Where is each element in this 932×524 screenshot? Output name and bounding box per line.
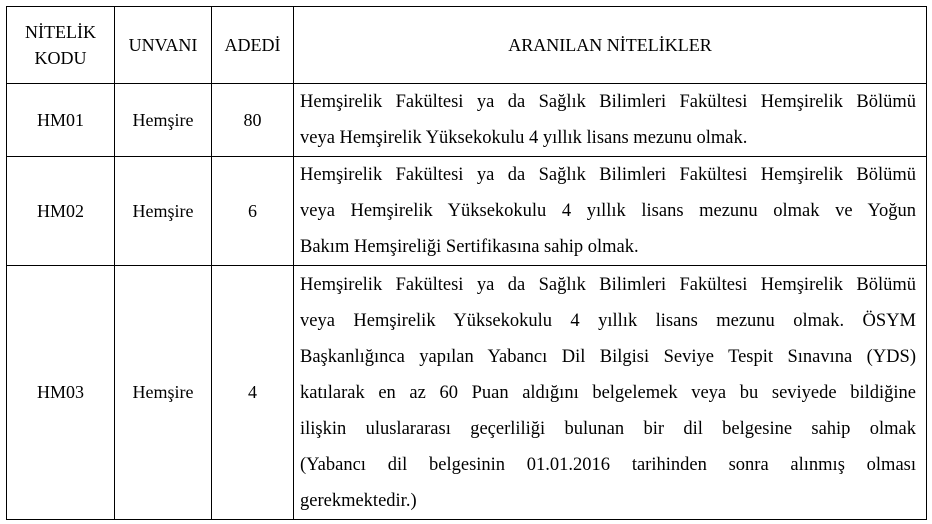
row-code: HM03 bbox=[7, 266, 115, 520]
requirement-line: Hemşirelik Fakültesi ya da Sağlık Bilimleri Fakültesi Hemşirelik Bölümü bbox=[300, 165, 916, 185]
row-title: Hemşire bbox=[115, 84, 212, 157]
requirement-line: Hemşirelik Fakültesi ya da Sağlık Bilimleri Fakültesi Hemşirelik Bölümü bbox=[300, 92, 916, 112]
requirement-line: veya Hemşirelik Yüksekokulu 4 yıllık lisans mezunu olmak. ÖSYM bbox=[300, 310, 916, 331]
qualifications-table bbox=[6, 6, 927, 520]
requirement-line: Hemşirelik Fakültesi ya da Sağlık Bilimleri Fakültesi Hemşirelik Bölümü bbox=[300, 274, 916, 295]
row-count: 6 bbox=[212, 157, 294, 266]
row-count: 80 bbox=[212, 84, 294, 157]
header-count: ADEDİ bbox=[212, 7, 294, 84]
requirement-line: ilişkin uluslararası geçerliliği bulunan bir dil belgesine sahip olmak bbox=[300, 418, 916, 439]
header-title: UNVANI bbox=[115, 7, 212, 84]
header-qualification-code bbox=[7, 7, 115, 84]
requirement-line: Bakım Hemşireliği Sertifikasına sahip olmak. bbox=[300, 237, 639, 257]
row-requirements bbox=[294, 266, 927, 520]
requirement-line: veya Hemşirelik Yüksekokulu 4 yıllık lisans mezunu olmak ve Yoğun bbox=[300, 201, 916, 221]
header-requirements: ARANILAN NİTELİKLER bbox=[294, 7, 927, 84]
row-code: HM02 bbox=[7, 157, 115, 266]
row-code: HM01 bbox=[7, 84, 115, 157]
requirement-line: gerekmektedir.) bbox=[300, 490, 417, 511]
header-qualification-code-line2: KODU bbox=[34, 48, 87, 68]
table-row bbox=[7, 84, 927, 157]
table-row bbox=[7, 157, 927, 266]
row-requirements bbox=[294, 157, 927, 266]
row-requirements bbox=[294, 84, 927, 157]
requirement-line: katılarak en az 60 Puan aldığını belgelemek veya bu seviyede bildiğine bbox=[300, 382, 916, 403]
requirement-line: (Yabancı dil belgesinin 01.01.2016 tarihinden sonra alınmış olması bbox=[300, 454, 916, 475]
row-count: 4 bbox=[212, 266, 294, 520]
requirement-line: Başkanlığınca yapılan Yabancı Dil Bilgisi Seviye Tespit Sınavına (YDS) bbox=[300, 346, 916, 367]
row-title: Hemşire bbox=[115, 266, 212, 520]
row-title: Hemşire bbox=[115, 157, 212, 266]
header-row bbox=[7, 7, 927, 84]
table-row bbox=[7, 266, 927, 520]
header-qualification-code-line1: NİTELİK bbox=[25, 22, 96, 42]
requirement-line: veya Hemşirelik Yüksekokulu 4 yıllık lisans mezunu olmak. bbox=[300, 128, 748, 148]
